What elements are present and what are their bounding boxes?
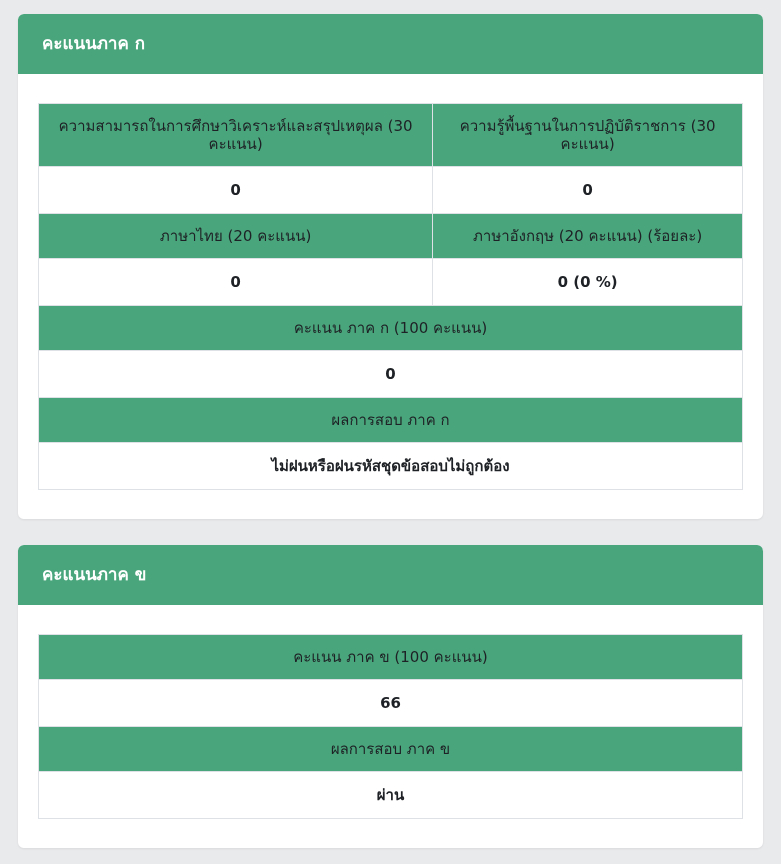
section-a-body	[18, 74, 763, 519]
english-header-cell: ภาษาอังกฤษ (20 คะแนน) (ร้อยละ)	[433, 214, 743, 259]
thai-header-cell: ภาษาไทย (20 คะแนน)	[39, 214, 433, 259]
table-row	[39, 214, 743, 259]
table-row	[39, 635, 743, 680]
section-b-result-header-cell: ผลการสอบ ภาค ข	[39, 727, 743, 772]
section-a-total-header-cell: คะแนน ภาค ก (100 คะแนน)	[39, 306, 743, 351]
section-a-result-value-cell: ไม่ฝนหรือฝนรหัสชุดข้อสอบไม่ถูกต้อง	[39, 443, 743, 490]
section-b-total-score-cell: 66	[39, 680, 743, 727]
section-b-body	[18, 605, 763, 848]
section-b-score-table	[38, 634, 743, 819]
table-row	[39, 727, 743, 772]
section-a-total-score-cell: 0	[39, 351, 743, 398]
table-row	[39, 351, 743, 398]
section-a-title: คะแนนภาค ก	[18, 14, 763, 74]
analysis-header-cell: ความสามารถในการศึกษาวิเคราะห์และสรุปเหตุผล (30 คะแนน)	[39, 104, 433, 167]
table-row	[39, 306, 743, 351]
thai-score-cell: 0	[39, 259, 433, 306]
table-row	[39, 104, 743, 167]
knowledge-score-cell: 0	[433, 167, 743, 214]
section-a-result-header-cell: ผลการสอบ ภาค ก	[39, 398, 743, 443]
english-score-cell: 0 (0 %)	[433, 259, 743, 306]
section-a-score-table	[38, 103, 743, 490]
table-row	[39, 398, 743, 443]
table-row	[39, 443, 743, 490]
knowledge-header-cell: ความรู้พื้นฐานในการปฏิบัติราชการ (30 คะแนน)	[433, 104, 743, 167]
section-a-card	[18, 14, 763, 519]
section-b-card	[18, 545, 763, 848]
section-b-total-header-cell: คะแนน ภาค ข (100 คะแนน)	[39, 635, 743, 680]
table-row	[39, 772, 743, 819]
table-row	[39, 680, 743, 727]
table-row	[39, 259, 743, 306]
table-row	[39, 167, 743, 214]
section-b-result-value-cell: ผ่าน	[39, 772, 743, 819]
section-b-title: คะแนนภาค ข	[18, 545, 763, 605]
analysis-score-cell: 0	[39, 167, 433, 214]
